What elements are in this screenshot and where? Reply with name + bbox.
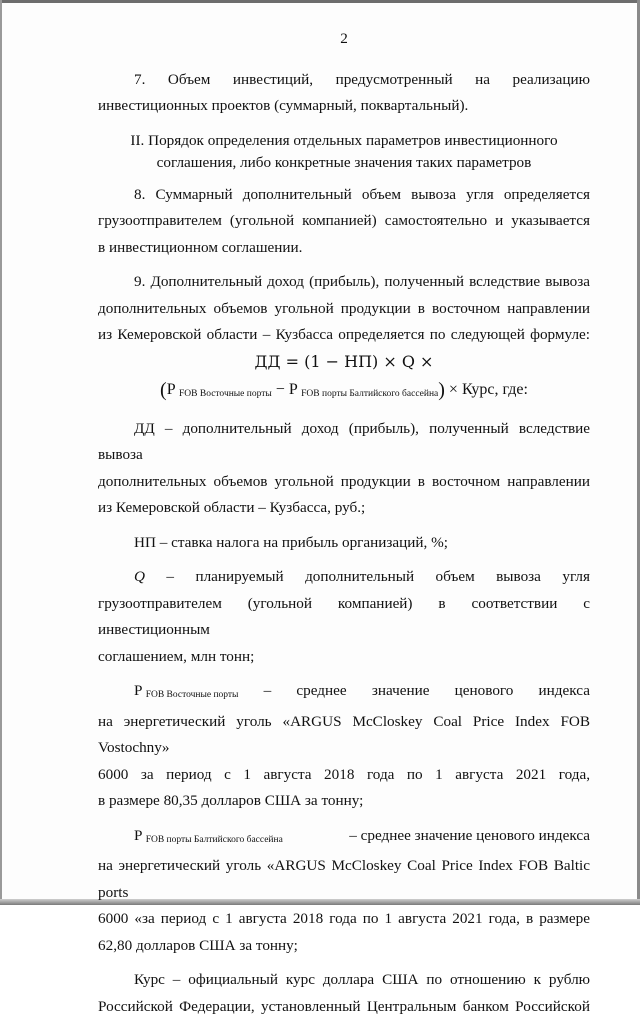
paragraph-8-line-1: 8. Суммарный дополнительный объем вывоза угля определяется	[98, 182, 590, 209]
definition-p-baltic-line-4: 62,80 долларов США за тонну;	[98, 933, 590, 960]
word: среднее	[296, 678, 346, 709]
paragraph-9-line-1: 9. Дополнительный доход (прибыль), полученный вследствие вывоза	[98, 269, 590, 296]
formula-p1: P	[167, 381, 175, 398]
scan-edge-left	[0, 0, 2, 905]
word: планируемый	[195, 564, 283, 591]
paragraph-7-line-1	[98, 67, 590, 94]
formula-close-paren: )	[438, 379, 445, 401]
word: объем	[436, 564, 475, 591]
definition-kurs	[98, 967, 590, 1020]
definition-p-baltic-line-2: на энергетический уголь «ARGUS McCloskey Coal Price Index FOB Baltic ports	[98, 853, 590, 906]
word: ценового	[455, 678, 514, 709]
paragraph-8-line-3: в инвестиционном соглашении.	[98, 235, 590, 262]
definition-dd-line-2: дополнительных объемов угольной продукции в восточном направлении	[98, 469, 590, 496]
word: на	[475, 67, 490, 94]
formula-line-2	[98, 377, 590, 408]
definition-dd	[98, 416, 590, 522]
definition-p-baltic-line-3: 6000 «за период с 1 августа 2018 года по 1 августа 2021 года, в размере	[98, 906, 590, 933]
formula	[98, 349, 590, 408]
formula-minus: −	[276, 381, 285, 398]
word: Объем	[168, 67, 211, 94]
paragraph-9-line-3: из Кемеровской области – Кузбасса определяется по следующей формуле:	[98, 322, 590, 349]
section-2-heading: II. Порядок определения отдельных параметров инвестиционного соглашения, либо конкретные значения таких параметров	[98, 130, 590, 174]
formula-tail: × Курс, где:	[449, 381, 528, 398]
definition-kurs-line-2: Российской Федерации, установленный Центральным банком Российской	[98, 994, 590, 1020]
symbol-p-east	[134, 678, 238, 709]
word: вывоза	[496, 564, 541, 591]
formula-line-1: ДД = (1 − НП) × Q ×	[98, 349, 590, 376]
definition-q-line-1	[98, 564, 590, 591]
paragraph-9	[98, 269, 590, 349]
formula-p2-subscript: FOB порты Балтийского бассейна	[301, 389, 438, 399]
word: угля	[562, 564, 590, 591]
definition-p-east-line-1	[98, 678, 590, 709]
paragraph-8	[98, 182, 590, 262]
symbol-q: Q	[134, 564, 145, 591]
paragraph-8-line-2: грузоотправителем (угольной компанией) самостоятельно и указывается	[98, 208, 590, 235]
definition-q-line-3: соглашением, млн тонн;	[98, 644, 590, 671]
word: значение	[372, 678, 430, 709]
paragraph-9-line-2: дополнительных объемов угольной продукции в восточном направлении	[98, 296, 590, 323]
definition-q-line-2: грузоотправителем (угольной компанией) в соответствии с инвестиционным	[98, 591, 590, 644]
definition-q	[98, 564, 590, 670]
word: индекса	[539, 678, 590, 709]
formula-p1-subscript: FOB Восточные порты	[179, 389, 272, 399]
word: реализацию	[513, 67, 590, 94]
word: инвестиций,	[233, 67, 313, 94]
definition-dd-line-3: из Кемеровской области – Кузбасса, руб.;	[98, 495, 590, 522]
definition-p-baltic-line-1	[98, 823, 590, 854]
page-number: 2	[98, 26, 590, 53]
definition-p-baltic-rest: – среднее значение ценового индекса	[349, 823, 590, 854]
word: –	[264, 678, 272, 709]
word: –	[166, 564, 174, 591]
symbol-p: P	[134, 827, 142, 844]
definition-dd-line-1: ДД – дополнительный доход (прибыль), полученный вследствие вывоза	[98, 416, 590, 469]
definition-p-east-line-4: в размере 80,35 долларов США за тонну;	[98, 788, 590, 815]
word: дополнительный	[305, 564, 414, 591]
word: 7.	[134, 67, 145, 94]
symbol-p-baltic	[134, 823, 283, 854]
definition-p-east-line-2: на энергетический уголь «ARGUS McCloskey Coal Price Index FOB Vostochny»	[98, 709, 590, 762]
definition-p-baltic	[98, 823, 590, 960]
word: предусмотренный	[336, 67, 453, 94]
definition-p-east-line-3: 6000 за период с 1 августа 2018 года по 1 августа 2021 года,	[98, 762, 590, 789]
paragraph-7	[98, 67, 590, 120]
symbol-p-baltic-subscript: FOB порты Балтийского бассейна	[146, 835, 283, 845]
scan-edge-top	[0, 0, 640, 3]
symbol-p: P	[134, 682, 142, 699]
formula-open-paren: (	[160, 379, 167, 401]
paragraph-7-line-2: инвестиционных проектов (суммарный, поквартальный).	[98, 93, 590, 120]
definition-kurs-line-1: Курс – официальный курс доллара США по отношению к рублю	[98, 967, 590, 994]
definition-p-east	[98, 678, 590, 815]
page-content	[98, 26, 590, 1020]
definition-np: НП – ставка налога на прибыль организаций, %;	[98, 530, 590, 557]
symbol-p-east-subscript: FOB Восточные порты	[146, 690, 239, 700]
formula-p2: P	[289, 381, 297, 398]
